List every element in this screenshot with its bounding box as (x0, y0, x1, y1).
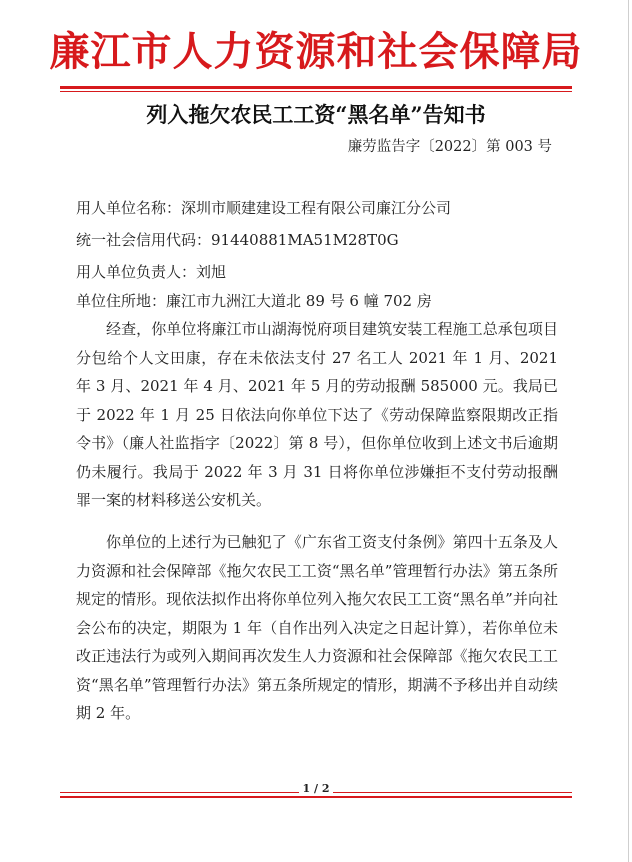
document-number: 廉劳监告字〔2022〕第 003 号 (347, 139, 552, 155)
document-title: 列入拖欠农民工工资“黑名单”告知书 (146, 102, 486, 127)
header-rule-thin (60, 91, 572, 92)
credit-code-field: 统一社会信用代码：91440881MA51M28T0G (76, 231, 399, 249)
page-number-text: 1 / 2 (299, 782, 334, 795)
employer-name-field: 用人单位名称：深圳市顺建建设工程有限公司廉江分公司 (76, 199, 452, 217)
footer-rule-thick (60, 796, 572, 798)
page-number (0, 782, 632, 796)
responsible-person-field: 用人单位负责人：刘旭 (76, 263, 227, 281)
scan-edge-line (628, 0, 629, 862)
header-rule-thick (60, 86, 572, 89)
body-paragraph-2: 你单位的上述行为已触犯了《广东省工资支付条例》第四十五条及人力资源和社会保障部《拖欠农民工工资“黑名单”管理暂行办法》第五条所规定的情形。现依法拟作出将你单位列入拖欠农民工工资“黑名单”并向社会公布的决定，期限为 1 年（自作出列入决定之日起计算），若你单位未改正违法行为或列入期间再次发生人力资源和社会保障部《拖欠农民工工资“黑名单”管理暂行办法》第五条所规定的情形，期满不予移出并自动续期 2 年。 (76, 533, 558, 722)
address-field: 单位住所地：廉江市九洲江大道北 89 号 6 幢 702 房 (76, 292, 432, 310)
org-header: 廉江市人力资源和社会保障局 (49, 28, 583, 75)
body-paragraph-1: 经查，你单位将廉江市山湖海悦府项目建筑安装工程施工总承包项目分包给个人文田康，存在未依法支付 27 名工人 2021 年 1 月、2021 年 3 月、2021 年 4 月、2021 年 5 月的劳动报酬 585000 元。我局已于 2022 年 1 月 25 日依法向你单位下达了《劳动保障监察限期改正指令书》（廉人社监指字〔2022〕第 8 号），但你单位收到上述文书后逾期仍未履行。我局于 2022 年 3 月 31 日将你单位涉嫌拒不支付劳动报酬罪一案的材料移送公安机关。 (76, 320, 558, 509)
